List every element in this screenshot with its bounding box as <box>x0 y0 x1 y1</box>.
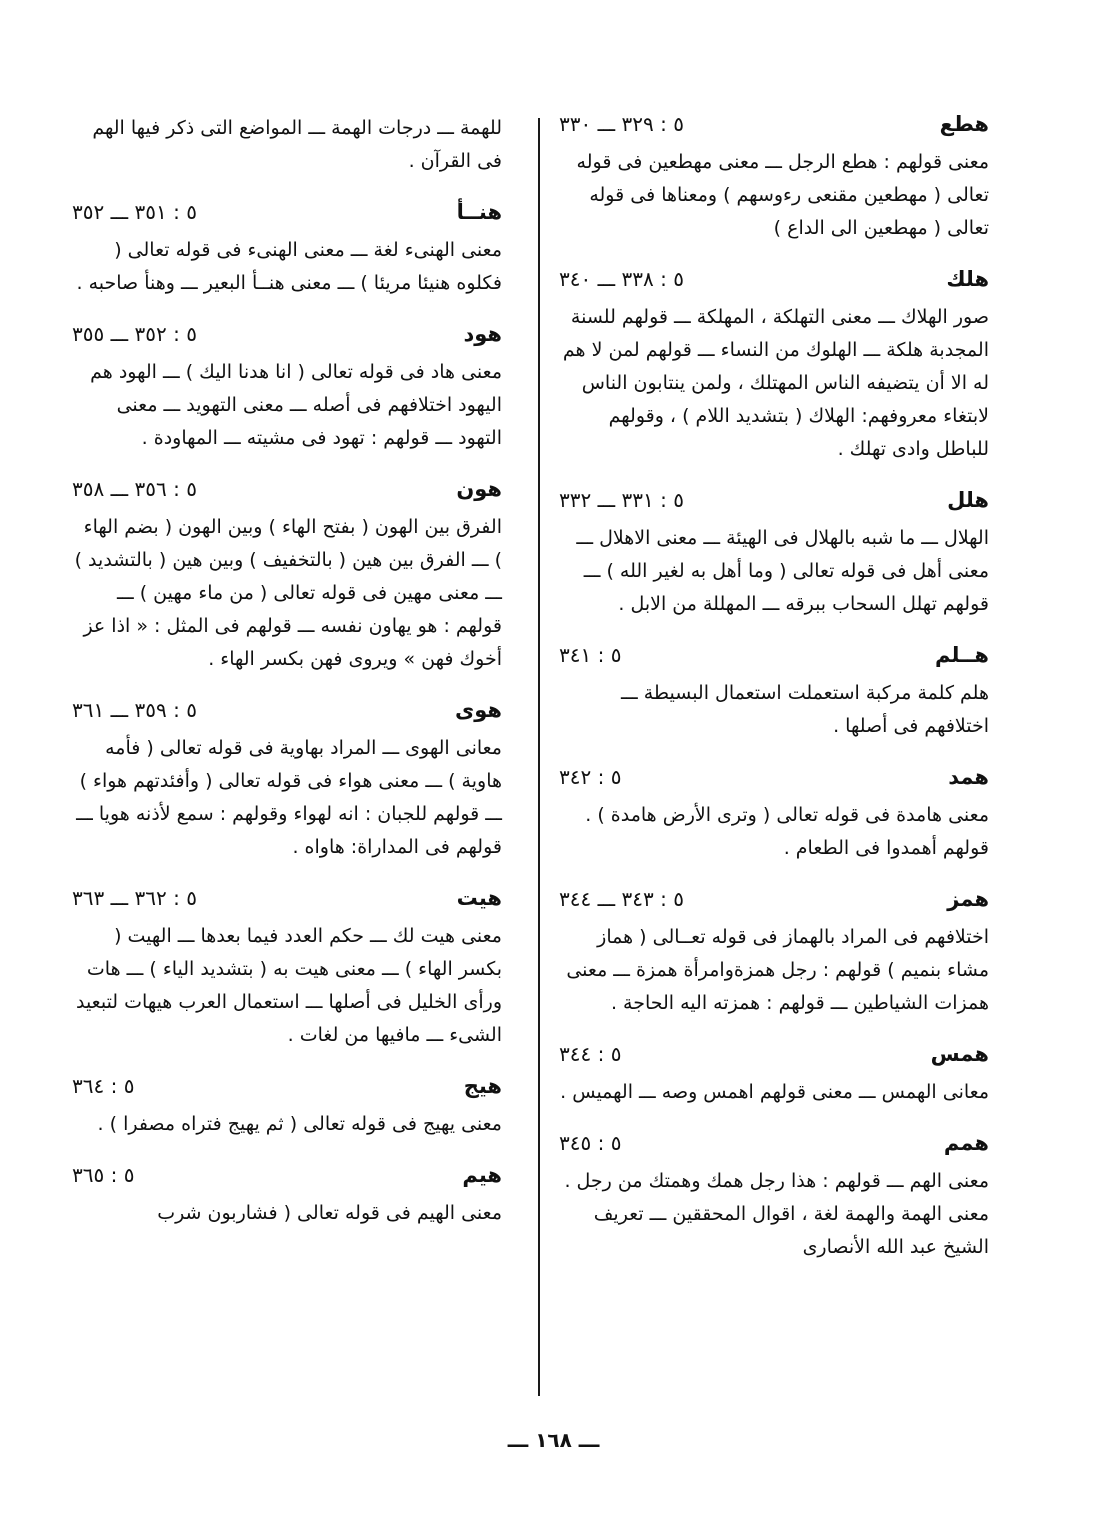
entry-description: معنى الهنىء لغة ـــ معنى الهنىء فى قوله تعالى ( فكلوه هنيئا مريئا ) ـــ معنى هنــأ البعير ـــ وهنأ صاحبه . <box>76 239 502 294</box>
entry-header <box>559 112 989 146</box>
entry-root-word: همد <box>948 765 989 789</box>
entry-page-reference: ٥ : ٣٦٢ ـــ ٣٦٣ <box>72 886 197 910</box>
entry-header <box>72 477 502 511</box>
entry-root-word: هــلم <box>935 643 989 667</box>
index-entry <box>559 488 989 621</box>
index-entry <box>72 322 502 455</box>
entry-root-word: همز <box>947 887 989 911</box>
entry-description: صور الهلاك ـــ معنى التهلكة ، المهلكة ـــ قولهم للسنة المجدبة هلكة ـــ الهلوك من النساء ـــ قولهم لمن لا هم له الا أن يتضيفه الناس المهتلك ، ولمن ينتابون الناس لابتغاء معروفهم: الهلاك ( بتشديد اللام ) ، وقولهم للباطل وادى تهلك . <box>562 306 989 460</box>
index-entry <box>559 267 989 466</box>
entry-description: هلم كلمة مركبة استعملت استعمال البسيطة ـــ اختلافهم فى أصلها . <box>621 682 989 737</box>
entry-header <box>559 1131 989 1165</box>
entry-description: الهلال ـــ ما شبه بالهلال فى الهيئة ـــ معنى الاهلال ـــ معنى أهل فى قوله تعالى ( وما أهل به لغير الله ) ـــ قولهم تهلل السحاب ببرقه ـــ المهللة من الابل . <box>576 527 989 615</box>
entry-header <box>559 267 989 301</box>
entry-description: معانى الهوى ـــ المراد بهاوية فى قوله تعالى ( فأمه هاوية ) ـــ معنى هواء فى قوله تعالى ( وأفئدتهم هواء ) ـــ قولهم للجبان : انه لهواء وقولهم : سمع لأذنه هويا ـــ قولهم فى المداراة: هاواه . <box>76 737 502 858</box>
entry-header <box>72 322 502 356</box>
entry-header <box>559 643 989 677</box>
index-entry <box>559 643 989 743</box>
entry-page-reference: ٥ : ٣٤٣ ـــ ٣٤٤ <box>559 887 684 911</box>
index-entry <box>559 887 989 1020</box>
entry-header <box>559 887 989 921</box>
entry-description: معنى قولهم : هطع الرجل ـــ معنى مهطعين فى قوله تعالى ( مهطعين مقنعى رءوسهم ) ومعناها فى قوله تعالى ( مهطعين الى الداع ) <box>576 151 989 239</box>
entry-header <box>72 698 502 732</box>
entry-header <box>72 1163 502 1197</box>
entry-root-word: هون <box>456 477 502 501</box>
entry-root-word: هلك <box>946 267 989 291</box>
column-divider <box>538 118 540 1396</box>
entry-header <box>559 1042 989 1076</box>
index-entry <box>72 200 502 300</box>
entry-root-word: هيت <box>456 886 502 910</box>
entry-page-reference: ٥ : ٣٥١ ـــ ٣٥٢ <box>72 200 197 224</box>
entry-header <box>559 765 989 799</box>
entry-root-word: هيم <box>462 1163 502 1187</box>
entry-page-reference: ٥ : ٣٥٢ ـــ ٣٥٥ <box>72 322 197 346</box>
index-entry <box>559 1042 989 1109</box>
entry-header <box>72 200 502 234</box>
entry-header <box>72 886 502 920</box>
left-entries <box>72 200 502 1230</box>
entry-page-reference: ٥ : ٣٤٢ <box>559 765 622 789</box>
index-entry <box>72 1074 502 1141</box>
page-number: ـــ ١٦٨ ـــ <box>507 1428 600 1452</box>
index-entry <box>72 1163 502 1230</box>
index-entry <box>72 477 502 676</box>
entry-page-reference: ٥ : ٣٥٩ ـــ ٣٦١ <box>72 698 197 722</box>
index-entry <box>72 886 502 1052</box>
entry-description: معنى يهيج فى قوله تعالى ( ثم يهيج فتراه مصفرا ) . <box>97 1113 502 1135</box>
entry-header <box>559 488 989 522</box>
entry-description: معانى الهمس ـــ معنى قولهم اهمس وصه ـــ الهميس . <box>560 1081 989 1103</box>
left-column <box>72 112 502 1252</box>
continued-entry-text: للهمة ـــ درجات الهمة ـــ المواضع التى ذكر فيها الهم فى القرآن . <box>92 117 502 172</box>
entry-page-reference: ٥ : ٣٣٨ ـــ ٣٤٠ <box>559 267 684 291</box>
entry-description: معنى الهم ـــ قولهم : هذا رجل همك وهمتك من رجل . معنى الهمة والهمة لغة ، اقوال المحققين ـــ تعريف الشيخ عبد الله الأنصارى <box>564 1170 989 1258</box>
entry-description: معنى هاد فى قوله تعالى ( انا هدنا اليك ) ـــ الهود هم اليهود اختلافهم فى أصله ـــ معنى التهويد ـــ معنى التهود ـــ قولهم : تهود فى مشيته ـــ المهاودة . <box>90 361 502 449</box>
entry-root-word: هلل <box>947 488 989 512</box>
entry-root-word: همس <box>930 1042 989 1066</box>
entry-page-reference: ٥ : ٣٦٤ <box>72 1074 135 1098</box>
entry-page-reference: ٥ : ٣٢٩ ـــ ٣٣٠ <box>559 112 684 136</box>
entry-description: معنى الهيم فى قوله تعالى ( فشاربون شرب <box>157 1202 502 1224</box>
entry-page-reference: ٥ : ٣٦٥ <box>72 1163 135 1187</box>
entry-root-word: هود <box>463 322 502 346</box>
entry-description: اختلافهم فى المراد بالهماز فى قوله تعــالى ( هماز مشاء بنميم ) قولهم : رجل همزةوامرأة همزة ـــ معنى همزات الشياطين ـــ قولهم : همزته اليه الحاجة . <box>566 926 989 1014</box>
index-entry <box>559 1131 989 1264</box>
index-entry <box>559 112 989 245</box>
entry-root-word: همم <box>943 1131 989 1155</box>
index-entry <box>559 765 989 865</box>
right-column <box>559 112 989 1286</box>
entry-description: معنى هامدة فى قوله تعالى ( وترى الأرض هامدة ) . قولهم أهمدوا فى الطعام . <box>585 804 989 859</box>
entry-header <box>72 1074 502 1108</box>
index-entry <box>72 698 502 864</box>
entry-page-reference: ٥ : ٣٥٦ ـــ ٣٥٨ <box>72 477 197 501</box>
entry-page-reference: ٥ : ٣٤٥ <box>559 1131 622 1155</box>
entry-root-word: هوى <box>455 698 502 722</box>
entry-description: معنى هيت لك ـــ حكم العدد فيما بعدها ـــ الهيت ( بكسر الهاء ) ـــ معنى هيت به ( بتشديد الياء ) ـــ هات ورأى الخليل فى أصلها ـــ استعمال العرب هيهات لتبعيد الشىء ـــ مافيها من لغات . <box>75 925 502 1046</box>
entry-root-word: هنــأ <box>456 200 502 224</box>
entry-page-reference: ٥ : ٣٤١ <box>559 643 622 667</box>
entry-root-word: هيج <box>463 1074 502 1098</box>
entry-root-word: هطع <box>939 112 989 136</box>
entry-page-reference: ٥ : ٣٤٤ <box>559 1042 622 1066</box>
entry-description: الفرق بين الهون ( بفتح الهاء ) وبين الهون ( بضم الهاء ) ـــ الفرق بين هين ( بالتخفيف ) وبين هين ( بالتشديد ) ـــ معنى مهين فى قوله تعالى ( من ماء مهين ) ـــ قولهم : هو يهاون نفسه ـــ قولهم فى المثل : « اذا عز أخوك فهن » ويروى فهن بكسر الهاء . <box>74 516 502 670</box>
entry-page-reference: ٥ : ٣٣١ ـــ ٣٣٢ <box>559 488 684 512</box>
